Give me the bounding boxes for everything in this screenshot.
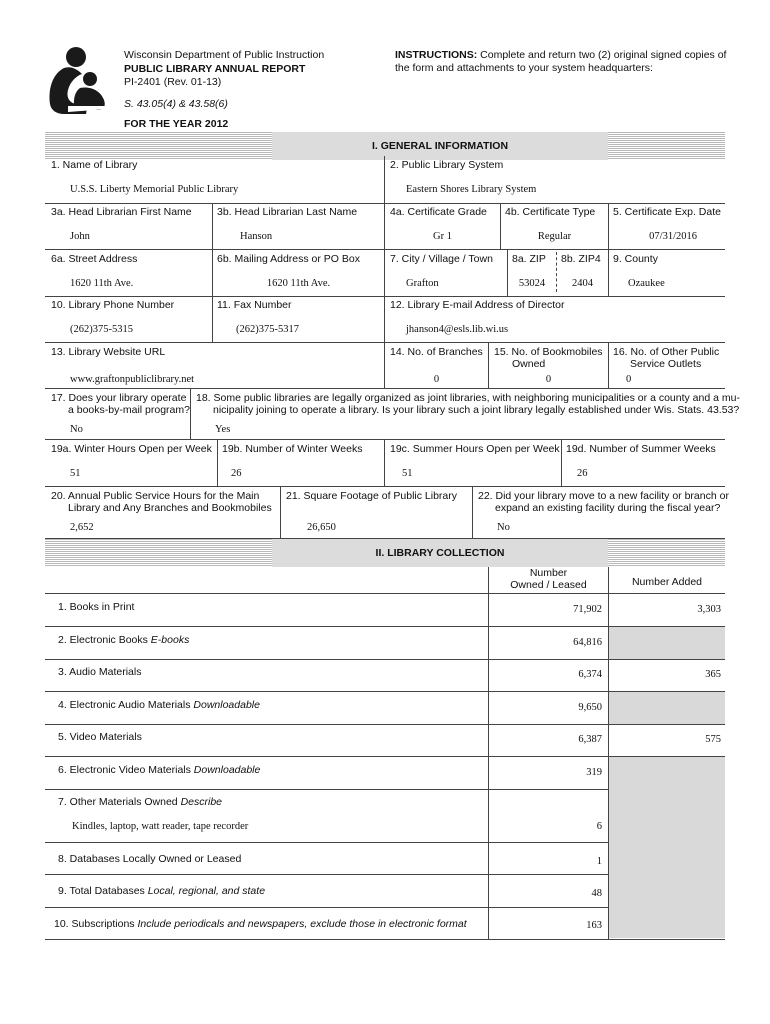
row2-label-italic: E-books (150, 634, 190, 646)
row9-label-italic: Local, regional, and state (147, 885, 266, 897)
row4-label-text: 4. Electronic Audio Materials (58, 699, 194, 711)
row3-label-text: 3. Audio Materials (58, 666, 142, 678)
cert-grade-value[interactable]: Gr 1 (433, 231, 452, 242)
fax-value[interactable]: (262)375-5317 (236, 324, 299, 335)
bookmobiles-value[interactable]: 0 (545, 374, 552, 385)
row2-owned[interactable]: 64,816 (573, 637, 602, 648)
row8-owned[interactable]: 1 (596, 856, 602, 867)
row6-owned[interactable]: 319 (586, 767, 602, 778)
q17-value[interactable]: No (70, 424, 83, 435)
moved-label-1: 22. Did your library move to a new facility or branch or (478, 490, 729, 502)
mailing-label: 6b. Mailing Address or PO Box (217, 253, 360, 265)
row9-label-text: 9. Total Databases (58, 885, 148, 897)
shade-ebooks-added (609, 627, 725, 659)
cert-type-label: 4b. Certificate Type (505, 206, 596, 218)
county-label: 9. County (613, 253, 658, 265)
row6-label-italic: Downloadable (193, 764, 261, 776)
zip4-label: 8b. ZIP4 (561, 253, 601, 265)
website-label: 13. Library Website URL (51, 346, 166, 358)
col-owned-label-1: Number (529, 567, 568, 579)
cert-exp-value[interactable]: 07/31/2016 (649, 231, 697, 242)
dpi-logo-icon (46, 46, 112, 116)
library-system-value[interactable]: Eastern Shores Library System (406, 184, 537, 195)
city-value[interactable]: Grafton (406, 278, 439, 289)
q18-label-2: nicipality joining to operate a library. Is your library such a joint library legally established under Wis. Stats. 43.53? (213, 404, 740, 416)
name-of-library-value[interactable]: U.S.S. Liberty Memorial Public Library (70, 184, 239, 195)
zip-label: 8a. ZIP (512, 253, 546, 265)
mailing-value[interactable]: 1620 11th Ave. (266, 278, 331, 289)
row1-added[interactable]: 3,303 (697, 604, 721, 615)
annual-hours-value[interactable]: 2,652 (70, 522, 94, 533)
sqft-label: 21. Square Footage of Public Library (286, 490, 458, 502)
zip4-value[interactable]: 2404 (572, 278, 593, 289)
moved-label-2: expand an existing facility during the fiscal year? (495, 502, 721, 514)
summer-hours-value[interactable]: 51 (402, 468, 413, 479)
shade-eaudio-added (609, 692, 725, 724)
city-label: 7. City / Village / Town (390, 253, 493, 265)
outlets-value[interactable]: 0 (626, 374, 632, 385)
winter-weeks-value[interactable]: 26 (231, 468, 242, 479)
row8-label-text: 8. Databases Locally Owned or Leased (58, 853, 242, 865)
zip-value[interactable]: 53024 (518, 278, 546, 289)
row6-label (58, 764, 260, 776)
row7-owned[interactable]: 6 (596, 821, 602, 832)
col-added-label: Number Added (631, 576, 703, 588)
row2-label (58, 634, 189, 646)
instructions-line1 (395, 49, 726, 61)
row3-added[interactable]: 365 (705, 669, 721, 680)
bookmobiles-label-1: 15. No. of Bookmobiles (494, 346, 603, 358)
row9-label (58, 885, 265, 897)
row2-label-text: 2. Electronic Books (58, 634, 151, 646)
winter-weeks-label: 19b. Number of Winter Weeks (222, 443, 363, 455)
county-value[interactable]: Ozaukee (628, 278, 665, 289)
row6-label-text: 6. Electronic Video Materials (58, 764, 194, 776)
winter-hours-label: 19a. Winter Hours Open per Week (51, 443, 212, 455)
outlets-label-2: Service Outlets (630, 358, 702, 370)
website-value[interactable]: www.graftonpubliclibrary.net (70, 374, 195, 385)
statutes: S. 43.05(4) & 43.58(6) (124, 98, 228, 110)
row5-owned[interactable]: 6,387 (578, 734, 602, 745)
branches-value[interactable]: 0 (433, 374, 440, 385)
head-first-value[interactable]: John (70, 231, 90, 242)
row5-label (58, 731, 142, 743)
cert-exp-label: 5. Certificate Exp. Date (613, 206, 721, 218)
department-name: Wisconsin Department of Public Instruction (124, 49, 325, 61)
head-last-label: 3b. Head Librarian Last Name (217, 206, 358, 218)
row4-label-italic: Downloadable (193, 699, 260, 711)
row3-owned[interactable]: 6,374 (578, 669, 602, 680)
q17-label-2: a books-by-mail program? (68, 404, 190, 416)
phone-label: 10. Library Phone Number (51, 299, 175, 311)
bookmobiles-label-2: Owned (512, 358, 546, 370)
fax-label: 11. Fax Number (217, 299, 292, 311)
name-of-library-label: 1. Name of Library (51, 159, 138, 171)
row10-owned[interactable]: 163 (586, 920, 602, 931)
instructions-text: Complete and return two (2) original signed copies of (477, 49, 727, 61)
moved-value[interactable]: No (497, 522, 510, 533)
street-value[interactable]: 1620 11th Ave. (70, 278, 134, 289)
row7-describe[interactable]: Kindles, laptop, watt reader, tape recorder (72, 821, 249, 832)
q18-label-1: 18. Some public libraries are legally organized as joint libraries, with neighboring municipalities or a county and a mu- (196, 392, 740, 404)
annual-hours-label-2: Library and Any Branches and Bookmobiles (68, 502, 272, 514)
form-number: PI-2401 (Rev. 01-13) (124, 76, 222, 88)
row10-label-text: 10. Subscriptions (54, 918, 138, 930)
library-system-label: 2. Public Library System (390, 159, 504, 171)
row1-label (58, 601, 134, 613)
email-value[interactable]: jhanson4@esls.lib.wi.us (406, 324, 509, 335)
row7-label (58, 796, 222, 808)
summer-hours-label: 19c. Summer Hours Open per Week (390, 443, 560, 455)
row7-label-text: 7. Other Materials Owned (58, 796, 181, 808)
report-title: PUBLIC LIBRARY ANNUAL REPORT (124, 63, 306, 75)
head-first-label: 3a. Head Librarian First Name (51, 206, 192, 218)
summer-weeks-value[interactable]: 26 (577, 468, 588, 479)
branches-label: 14. No. of Branches (390, 346, 483, 358)
row4-owned[interactable]: 9,650 (578, 702, 602, 713)
cert-grade-label: 4a. Certificate Grade (390, 206, 487, 218)
col-owned-label-2: Owned / Leased (510, 579, 587, 591)
row1-owned[interactable]: 71,902 (573, 604, 602, 615)
sqft-value[interactable]: 26,650 (307, 522, 336, 533)
row10-label (54, 918, 467, 930)
outlets-label-1: 16. No. of Other Public (613, 346, 720, 358)
summer-weeks-label: 19d. Number of Summer Weeks (566, 443, 716, 455)
row8-label (58, 853, 241, 865)
year-line: FOR THE YEAR 2012 (124, 118, 229, 130)
phone-value[interactable]: (262)375-5315 (70, 324, 133, 335)
winter-hours-value[interactable]: 51 (70, 468, 81, 479)
q17-label-1: 17. Does your library operate (51, 392, 187, 404)
instructions-line2: the form and attachments to your system headquarters: (395, 62, 653, 74)
street-label: 6a. Street Address (51, 253, 138, 265)
row10-label-italic: Include periodicals and newspapers, exclude those in electronic format (137, 918, 467, 930)
annual-hours-label-1: 20. Annual Public Service Hours for the Main (51, 490, 260, 502)
row3-label (58, 666, 141, 678)
head-last-value[interactable]: Hanson (240, 231, 273, 242)
instructions-label: INSTRUCTIONS: (395, 49, 478, 61)
cert-type-value[interactable]: Regular (537, 231, 572, 242)
row9-owned[interactable]: 48 (591, 888, 602, 899)
row5-added[interactable]: 575 (705, 734, 721, 745)
row4-label (58, 699, 260, 711)
section2-title: II. LIBRARY COLLECTION (272, 539, 608, 567)
row5-label-text: 5. Video Materials (58, 731, 142, 743)
row7-label-italic: Describe (180, 796, 222, 808)
shade-remaining-added (609, 757, 725, 938)
email-label: 12. Library E-mail Address of Director (390, 299, 565, 311)
row1-label-text: 1. Books in Print (58, 601, 135, 613)
q18-value[interactable]: Yes (215, 424, 231, 435)
section1-title: I. GENERAL INFORMATION (272, 132, 608, 160)
